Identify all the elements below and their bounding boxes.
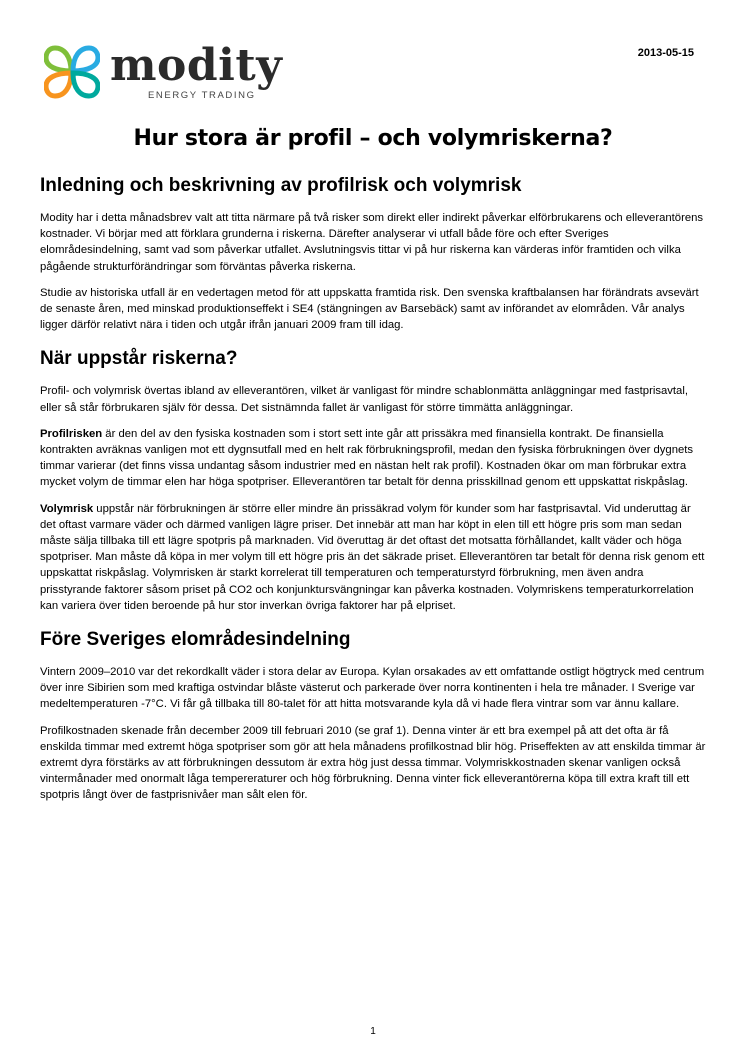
section-heading: När uppstår riskerna? [40, 348, 238, 370]
paragraph-text: uppstår när förbrukningen är större eller mindre än prissäkrad volym för kunder som har fastprisavtal. Vid underuttag är det oftast varmare väder och därmed vanligen lägre priser. Det innebär att man har köpt in elen till ett högre pris som man sedan måste sälja tillbaka till ett lägre spotpris på marknaden. Vid överuttag är det oftast det motsatta förhållandet, kallt väder och höga spotpriser. Man måste då köpa in mer volym till ett högre pris än det säkrade priset. Elleverantören tar betalt för denna risk genom ett uppskattat riskpåslag. Volymrisken är starkt korrelerat till temperaturen och temperaturstyrd förbrukning, men även andra prisstyrande faktorer såsom priset på CO2 och konjunktursvängningar kan påverka kostnaden. Volymriskens temperaturkorrelation kan variera över tiden beroende på hur stor inverkan övriga faktorer har på elpriset. [40, 502, 705, 612]
term-volymrisk: Volymrisk [40, 502, 94, 515]
section-heading: Inledning och beskrivning av profilrisk och volymrisk [40, 175, 522, 196]
paragraph-profilrisk [40, 426, 706, 491]
term-profilrisk: Profilrisken [40, 427, 103, 440]
paragraph-text: är den del av den fysiska kostnaden som i stort sett inte går att prissäkra med finansiella kontrakt. De finansiella kontrakten avräknas vanligen mot ett dygnsutfall med en helt rak förbrukningsprofil, medan den fysiska förbrukningen över dygnets timmar varierar (det finns vissa undantag såsom industrier med en nästan helt rak profil). Kostnaden ökar om man förbrukar extra mycket volym de timmar elen har höga spotpriser. Elleverantören tar betalt för denna prisskillnad genom ett uppskattat riskpåslag. [40, 427, 694, 489]
modity-logo [44, 40, 284, 104]
document-date: 2013-05-15 [637, 47, 694, 59]
section-fore-elomradesindelning [40, 628, 706, 804]
paragraph: Studie av historiska utfall är en vedertagen metod för att uppskatta framtida risk. Den svenska kraftbalansen har förändrats avsevärt de senaste åren, med minskad produktionseffekt i SE4 (stängningen av Barsebäck) samt av införandet av elområden. Vår analys ligger därför relativt nära i tiden och utgår ifrån januari 2009 fram till idag. [40, 286, 699, 332]
document-body [40, 174, 706, 814]
page-title: Hur stora är profil – och volymriskerna? [133, 126, 613, 151]
brand-name: modity [110, 40, 283, 91]
section-inledning [40, 174, 706, 333]
section-heading: Före Sveriges elområdesindelning [40, 629, 351, 651]
brand-tagline: ENERGY TRADING [148, 90, 256, 101]
page-number: 1 [370, 1026, 376, 1037]
paragraph: Profilkostnaden skenade från december 2009 till februari 2010 (se graf 1). Denna vinter är ett bra exempel på att det ofta är få enskilda timmar med extremt höga spotpriser som gör att hela månadens profilkostnad blir hög. Priseffekten av att enskilda timmar är extremt dyra förstärks av att förbrukningen dessutom är extra hög just dessa timmar. Volymriskkostnaden skenar vanligen också vintermånader med onormalt låga tempereraturer och hög förbrukning. Denna vinter fick elleverantörerna köpa till extra kraft till ett spotpris långt över de fastprisnivåer man sålt elen för. [40, 724, 706, 802]
section-nar-uppstar [40, 347, 706, 614]
modity-logo-mark-icon [44, 44, 100, 100]
paragraph: Modity har i detta månadsbrev valt att titta närmare på två risker som direkt eller indirekt påverkar elförbrukarens och elleverantörens kostnader. Vi börjar med att förklara grunderna i riskerna. Därefter analyserar vi utfall både före och efter Sveriges elområdesindelning, samt vad som påverkar utfallet. Avslutningsvis tittar vi på hur riskerna kan värderas inför framtiden och vilka pågående strukturförändringar som förväntas påverka riskerna. [40, 212, 704, 273]
paragraph: Profil- och volymrisk övertas ibland av elleverantören, vilket är vanligast för mindre schablonmätta anläggningar med fastprisavtal, eller så står förbrukaren själv för dessa. Det sistnämnda fallet är vanligast för större timmätta anläggningar. [40, 385, 688, 414]
paragraph-volymrisk [40, 501, 706, 614]
paragraph: Vintern 2009–2010 var det rekordkallt väder i stora delar av Europa. Kylan orsakades av ett omfattande ostligt högtryck med centrum över inre Sibirien som med kraftiga ostvindar blåste västerut och parkerade över norra kontinenten i hela tre månader. I Sverige var medeltemperaturen -7°C. Vi får gå tillbaka till 80-talet för att hitta motsvarande kyla då vi hade flera vintrar som var ännu kallare. [40, 666, 705, 711]
